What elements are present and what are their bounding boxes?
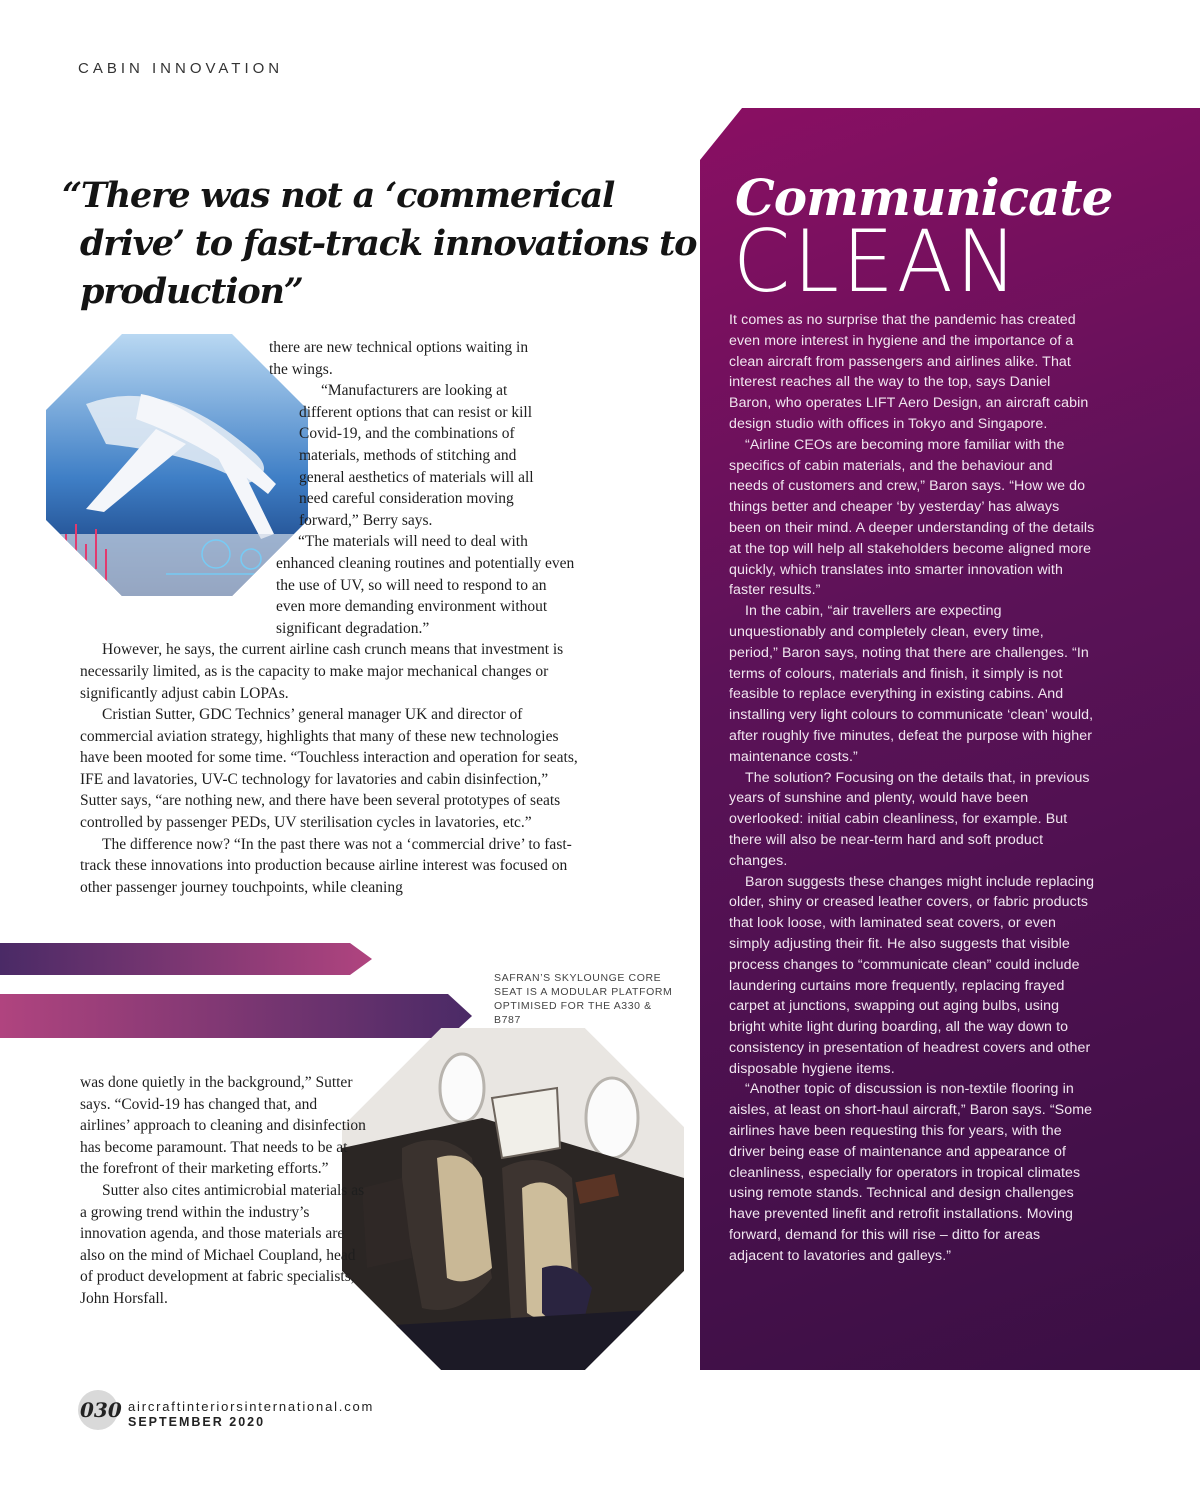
sidebar-paragraph: Baron suggests these changes might include replacing older, shiny or creased leather covers, or fabric products that look loose, with laminated seat covers, or even simply adjusting their fit. He also suggests that visible process changes to “communicate clean” could include laundering curtains more frequently, replacing frayed carpet at junctions, swapping out aging bulbs, using bright white light during boarding, all the way down to consistency in presentation of headrest covers and other disposable hygiene items. <box>729 873 1095 1077</box>
footer-issue-date: SEPTEMBER 2020 <box>128 1415 266 1429</box>
article-paragraph: was done quietly in the background,” Sutter says. “Covid-19 has changed that, and airlines’ approach to cleaning and disinfection has become paramount. That needs to be at the forefront of their marketing efforts.” <box>80 1074 366 1178</box>
sidebar-paragraph: In the cabin, “air travellers are expecting unquestionably and completely clean, every time, period,” Baron says, noting that there are challenges. “In terms of colours, materials and finish, it simply is not feasible to replace everything in existing cabins. And installing very light colours to communicate ‘clean’ would, after roughly five minutes, defeat the purpose with higher maintenance costs.” <box>729 603 1094 765</box>
article-paragraph: “The materials will need to deal with enhanced cleaning routines and potentially even the use of UV, so will need to respond to an even more demanding environment without significant degradation.” <box>276 533 575 637</box>
page-number: 030 <box>80 1396 124 1424</box>
sidebar-title-script: Communicate <box>735 168 1113 227</box>
decorative-stripe-bottom <box>0 994 472 1038</box>
cabin-seat-photo <box>342 1028 684 1370</box>
article-column-bottom <box>80 1072 370 1310</box>
decorative-stripe-top <box>0 943 372 975</box>
sidebar-title-caps: CLEAN <box>733 213 1021 312</box>
article-paragraph: Sutter also cites antimicrobial materials as a growing trend within the industry’s innovation agenda, and those materials are also on the mind of Michael Coupland, head of product development at fabric specialists, John Horsfall. <box>80 1181 365 1307</box>
article-column-top <box>80 337 580 898</box>
article-paragraph: “Manufacturers are looking at different options that can resist or kill Covid-19, and the combinations of materials, methods of stitching and general aesthetics of materials will all need careful consideration moving forward,” Berry says. <box>299 382 534 529</box>
article-paragraph: there are new technical options waiting in the wings. <box>269 339 529 378</box>
article-paragraph: However, he says, the current airline cash crunch means that investment is necessarily limited, as is the capacity to make major mechanical changes or significantly adjust cabin LOPAs. <box>80 641 564 702</box>
section-label: CABIN INNOVATION <box>78 60 284 77</box>
article-paragraph: The difference now? “In the past there was not a ‘commercial drive’ to fast-track these innovations into production because airline interest was focused on other passenger journey touchpoints, while cleaning <box>80 835 572 896</box>
sidebar-paragraph: The solution? Focusing on the details that, in previous years of sunshine and plenty, would have been overlooked: initial cabin cleanliness, for example. But there will also be near-term hard and soft product changes. <box>729 769 1090 869</box>
sidebar-paragraph: It comes as no surprise that the pandemic has created even more interest in hygiene and the importance of a clean aircraft from passengers and airlines alike. That interest reaches all the way to the top, says Daniel Baron, who operates LIFT Aero Design, an aircraft cabin design studio with offices in Tokyo and Singapore. <box>729 312 1089 432</box>
pull-quote: “There was not a ‘commerical drive’ to fast-track innovations to production” <box>62 175 697 312</box>
sidebar-body <box>729 310 1095 1267</box>
footer-website: aircraftinteriorsinternational.com <box>128 1399 375 1414</box>
sidebar-paragraph: “Another topic of discussion is non-textile flooring in aisles, at least on short-haul aircraft,” Baron says. “Some airlines have been requesting this for years, with the driver being ease of maintenance and appearance of cleanliness, especially for operators in tropical climates using remote stands. Technical and design challenges have prevented linefit and retrofit installations. Moving forward, demand for this will rise – ditto for areas adjacent to lavatories and galleys.” <box>729 1081 1093 1264</box>
image-caption: SAFRAN’S SKYLOUNGE CORE SEAT IS A MODULAR PLATFORM OPTIMISED FOR THE A330 & B787 <box>494 972 673 1026</box>
article-paragraph: Cristian Sutter, GDC Technics’ general manager UK and director of commercial aviation strategy, highlights that many of these new technologies have been mooted for some time. “Touchless interaction and operation for seats, IFE and lavatories, UV-C technology for lavatories and cabin disinfection,” Sutter says, “are nothing new, and there have been several prototypes of seats controlled by passenger PEDs, UV sterilisation cycles in lavatories, etc.” <box>80 706 578 832</box>
sidebar-paragraph: “Airline CEOs are becoming more familiar with the specifics of cabin materials, and the behaviour and needs of customers and crew,” Baron says. “How we do things better and cheaper ‘by yesterday’ has always been on their mind. A deeper understanding of the details at the top will help all stakeholders become aligned more quickly, which translates into smarter innovation with faster results.” <box>729 436 1095 599</box>
